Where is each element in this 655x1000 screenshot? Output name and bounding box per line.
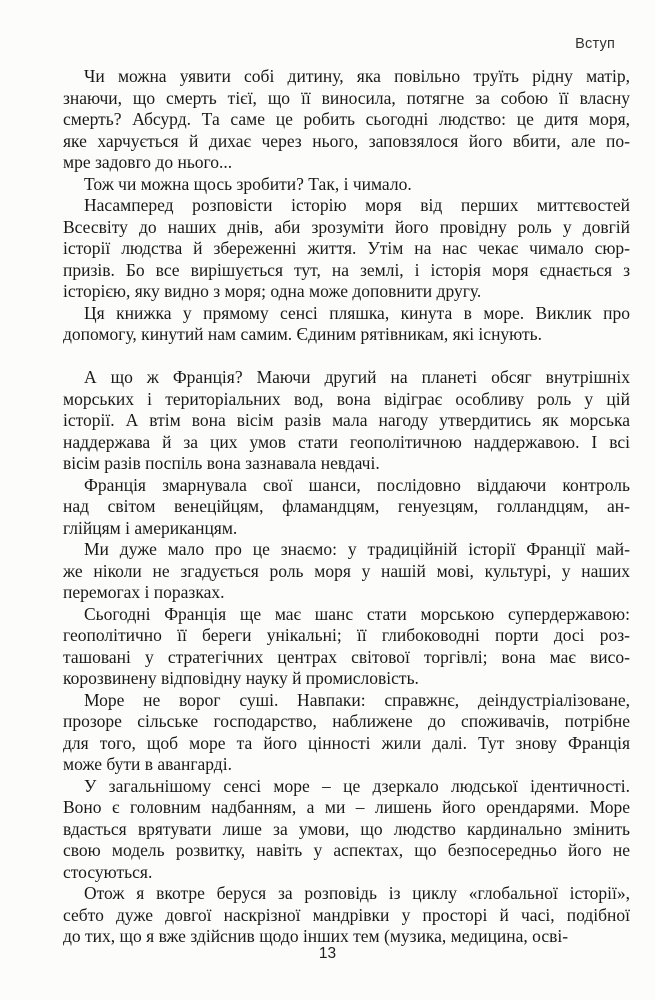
running-header: Вступ <box>575 36 615 52</box>
text-line: же ніколи не згадується роль моря у нашій мові, культурі, у наших <box>63 560 630 581</box>
paragraph <box>63 539 630 604</box>
text-line: до тих, що я вже здійснив щодо інших тем (музика, медицина, осві- <box>63 926 569 946</box>
paragraph <box>63 195 630 303</box>
paragraph <box>63 776 630 884</box>
text-line: наддержава й за цих умов стати геополітичною наддержавою. І всі <box>63 431 630 452</box>
text-line: для того, щоб море та його цінності жили далі. Тут знову Франція <box>63 732 630 753</box>
paragraph <box>63 174 630 196</box>
text-line: геополітично її береги унікальні; її глибоководні порти досі роз- <box>63 625 630 645</box>
text-line: історією, яку видно з моря; одна може доповнити другу. <box>63 281 482 301</box>
text-line: Ця книжка у прямому сенсі пляшка, кинута в море. Виклик про <box>84 302 630 323</box>
text-line: знаючи, що смерть тієї, що її виносила, потягне за собою її власну <box>63 87 630 108</box>
text-line: прозоре сільське господарство, наближене до споживачів, потрібне <box>63 711 630 731</box>
text-line: Чи можна уявити собі дитину, яка повільно труїть рідну матір, <box>84 66 630 86</box>
text-line: мре задовго до нього... <box>63 152 233 172</box>
text-line: перемогах і поразках. <box>63 582 225 602</box>
paragraph <box>63 604 630 690</box>
paragraph-spacer <box>63 346 630 368</box>
text-line: Насамперед розповісти історію моря від перших миттєвостей <box>84 195 630 215</box>
paragraph <box>63 303 630 346</box>
text-line: яке харчується й дихає через нього, заповзялося його вбити, але по- <box>63 130 630 151</box>
text-line: над світом венеційцям, фламандцям, генуезцям, голландцям, ан- <box>63 496 630 516</box>
text-line: вісім разів поспіль вона зазнавала невдачі. <box>63 453 380 473</box>
text-line: призів. Бо все вирішується тут, на землі, і історія моря єднається з <box>63 259 630 280</box>
paragraph <box>63 475 630 540</box>
paragraph <box>63 66 630 174</box>
text-line: вдасться врятувати лише за умови, що людство кардинально змінить <box>63 818 630 839</box>
text-line: Сьогодні Франція ще має шанс стати морською супердержавою: <box>84 603 630 624</box>
text-line: Ми дуже мало про це знаємо: у традиційній історії Франції май- <box>84 539 630 559</box>
text-line: глійцям і американцям. <box>63 517 238 538</box>
paragraph <box>63 690 630 776</box>
text-line: історії. А втім вона вісім разів мала нагоду утвердитись як морська <box>63 410 630 430</box>
text-line: А що ж Франція? Маючи другий на планеті обсяг внутрішніх <box>84 367 630 387</box>
text-line: морських і територіальних вод, вона відіграє особливу роль у цій <box>63 388 630 409</box>
text-line: корозвинену відповідну науку й промисловість. <box>63 668 419 688</box>
text-line: допомогу, кинутий нам самим. Єдиним рятівникам, які існують. <box>63 324 543 344</box>
text-line: Отож я вкотре беруся за розповідь із циклу «глобальної історії», <box>84 883 630 903</box>
text-line: історії людства й збереженні життя. Утім на нас чекає чимало сюр- <box>63 238 630 258</box>
text-line: У загальнішому сенсі море – це дзеркало людської ідентичності. <box>84 775 630 796</box>
text-line: Франція змарнувала свої шанси, послідовно віддаючи контроль <box>84 474 630 495</box>
text-line: свою модель розвитку, навіть у аспектах, що безпосередньо його не <box>63 840 630 860</box>
text-line: смерть? Абсурд. Та саме це робить сьогодні людство: це дитя моря, <box>63 109 630 129</box>
text-line: стосуються. <box>63 861 153 882</box>
text-line: Тож чи можна щось зробити? Так, і чимало. <box>84 173 412 194</box>
paragraph <box>63 883 630 948</box>
paragraph <box>63 367 630 475</box>
text-line: може бути в авангарді. <box>63 754 232 774</box>
text-line: Всесвіту до наших днів, аби зрозуміти його провідну роль у довгій <box>63 216 630 237</box>
text-line: себто дуже довгої наскрізної мандрівки у просторі й часі, подібної <box>63 904 630 925</box>
text-line: Море не ворог суші. Навпаки: справжнє, деіндустріалізоване, <box>84 689 630 710</box>
page-body <box>63 66 630 948</box>
text-line: Воно є головним надбанням, а ми – лишень його орендарями. Море <box>63 797 630 817</box>
page-number: 13 <box>318 945 337 962</box>
text-line: ташовані у стратегічних центрах світової торгівлі; вона має висо- <box>63 646 630 667</box>
